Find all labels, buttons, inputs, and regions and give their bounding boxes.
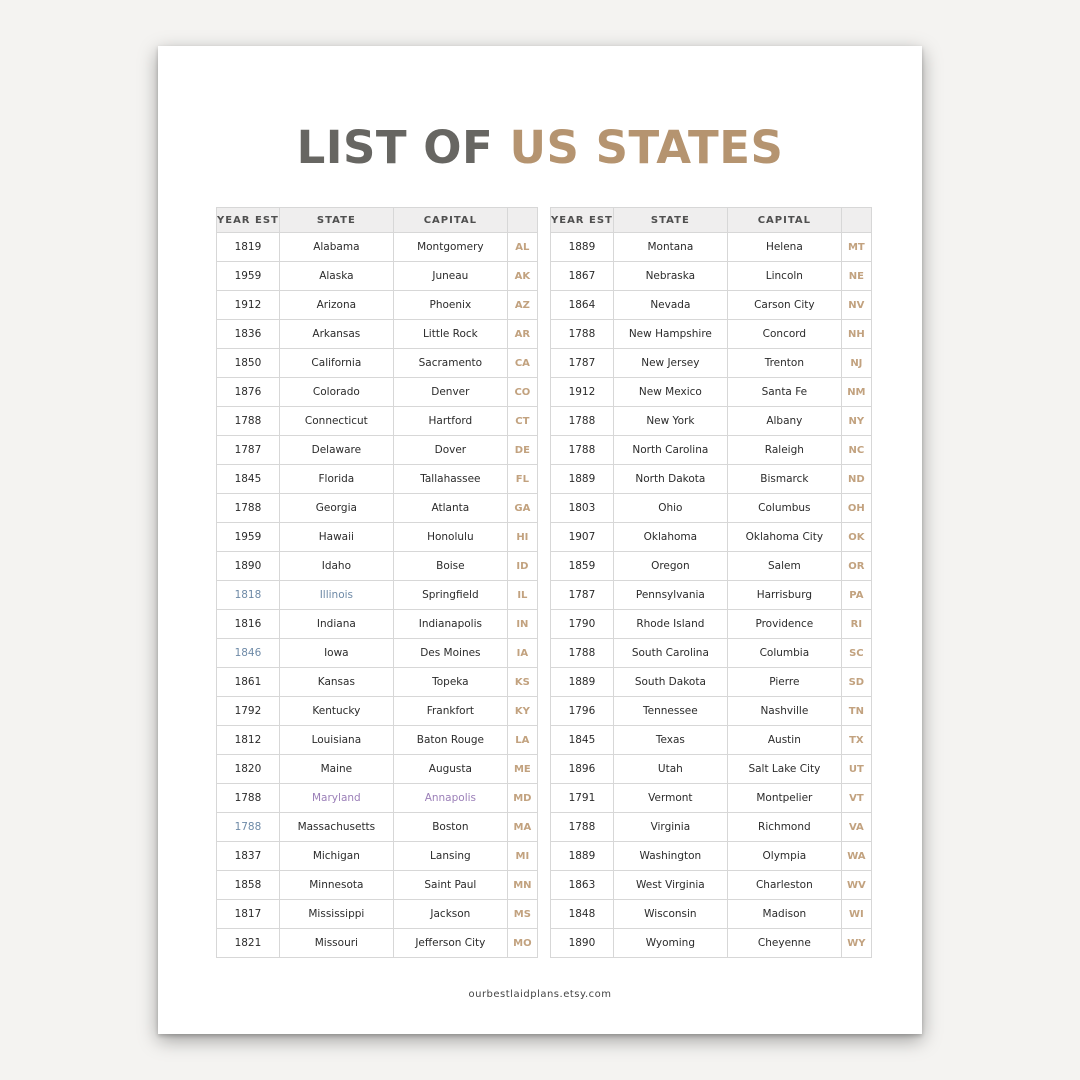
footer-url: ourbestlaidplans.etsy.com: [468, 989, 612, 1000]
state-cell: Louisiana: [279, 726, 393, 755]
abbreviation-cell: AK: [507, 262, 537, 291]
abbreviation-cell: MT: [841, 233, 871, 262]
year-cell: 1859: [551, 552, 614, 581]
abbreviation-cell: SD: [841, 668, 871, 697]
year-cell: 1890: [217, 552, 280, 581]
abbreviation-cell: KS: [507, 668, 537, 697]
year-cell: 1858: [217, 871, 280, 900]
capital-cell: Frankfort: [393, 697, 507, 726]
title-part-2: US STATES: [509, 121, 784, 174]
abbreviation-cell: NY: [841, 407, 871, 436]
year-cell: 1787: [551, 581, 614, 610]
state-cell: North Carolina: [613, 436, 727, 465]
abbreviation-cell: TN: [841, 697, 871, 726]
year-cell: 1861: [217, 668, 280, 697]
abbreviation-cell: IL: [507, 581, 537, 610]
table-row: [217, 581, 538, 610]
table-row: [217, 407, 538, 436]
state-cell: Tennessee: [613, 697, 727, 726]
capital-cell: Phoenix: [393, 291, 507, 320]
state-cell: New Hampshire: [613, 320, 727, 349]
abbreviation-cell: NV: [841, 291, 871, 320]
state-cell: Alaska: [279, 262, 393, 291]
state-cell: Maine: [279, 755, 393, 784]
year-cell: 1788: [551, 813, 614, 842]
abbreviation-cell: MS: [507, 900, 537, 929]
capital-cell: Denver: [393, 378, 507, 407]
capital-cell: Juneau: [393, 262, 507, 291]
capital-cell: Jackson: [393, 900, 507, 929]
state-cell: Alabama: [279, 233, 393, 262]
table-row: [551, 465, 872, 494]
capital-cell: Raleigh: [727, 436, 841, 465]
table-row: [217, 436, 538, 465]
abbreviation-cell: KY: [507, 697, 537, 726]
year-cell: 1889: [551, 668, 614, 697]
state-cell: South Carolina: [613, 639, 727, 668]
state-cell: Connecticut: [279, 407, 393, 436]
table-row: [217, 320, 538, 349]
year-cell: 1848: [551, 900, 614, 929]
state-cell: Utah: [613, 755, 727, 784]
table-body-right: [551, 233, 872, 958]
table-row: [551, 523, 872, 552]
capital-cell: Cheyenne: [727, 929, 841, 958]
year-cell: 1959: [217, 262, 280, 291]
capital-cell: Trenton: [727, 349, 841, 378]
year-cell: 1792: [217, 697, 280, 726]
capital-cell: Jefferson City: [393, 929, 507, 958]
year-cell: 1889: [551, 842, 614, 871]
abbreviation-cell: IA: [507, 639, 537, 668]
state-cell: Nebraska: [613, 262, 727, 291]
state-cell: Arizona: [279, 291, 393, 320]
table-header-row: [551, 208, 872, 233]
table-row: [551, 233, 872, 262]
header-capital: CAPITAL: [727, 208, 841, 233]
capital-cell: Helena: [727, 233, 841, 262]
table-row: [217, 813, 538, 842]
abbreviation-cell: NE: [841, 262, 871, 291]
abbreviation-cell: CT: [507, 407, 537, 436]
year-cell: 1837: [217, 842, 280, 871]
state-cell: Hawaii: [279, 523, 393, 552]
capital-cell: Madison: [727, 900, 841, 929]
abbreviation-cell: MI: [507, 842, 537, 871]
capital-cell: Augusta: [393, 755, 507, 784]
abbreviation-cell: IN: [507, 610, 537, 639]
state-cell: Michigan: [279, 842, 393, 871]
header-year-est: YEAR EST: [217, 208, 280, 233]
state-cell: North Dakota: [613, 465, 727, 494]
table-row: [551, 494, 872, 523]
abbreviation-cell: AR: [507, 320, 537, 349]
state-cell: Massachusetts: [279, 813, 393, 842]
state-cell: Texas: [613, 726, 727, 755]
state-cell: Arkansas: [279, 320, 393, 349]
table-row: [217, 900, 538, 929]
state-cell: New York: [613, 407, 727, 436]
table-row: [551, 320, 872, 349]
table-row: [551, 755, 872, 784]
header-state: STATE: [279, 208, 393, 233]
year-cell: 1867: [551, 262, 614, 291]
capital-cell: Charleston: [727, 871, 841, 900]
state-cell: Nevada: [613, 291, 727, 320]
capital-cell: Columbia: [727, 639, 841, 668]
table-row: [551, 262, 872, 291]
table-row: [551, 349, 872, 378]
year-cell: 1846: [217, 639, 280, 668]
table-row: [217, 726, 538, 755]
state-cell: Mississippi: [279, 900, 393, 929]
abbreviation-cell: AL: [507, 233, 537, 262]
year-cell: 1836: [217, 320, 280, 349]
year-cell: 1896: [551, 755, 614, 784]
table-body-left: [217, 233, 538, 958]
capital-cell: Pierre: [727, 668, 841, 697]
state-cell: Idaho: [279, 552, 393, 581]
capital-cell: Annapolis: [393, 784, 507, 813]
year-cell: 1818: [217, 581, 280, 610]
title-part-1: LIST OF: [296, 121, 494, 174]
table-row: [217, 871, 538, 900]
abbreviation-cell: UT: [841, 755, 871, 784]
capital-cell: Atlanta: [393, 494, 507, 523]
abbreviation-cell: OK: [841, 523, 871, 552]
capital-cell: Sacramento: [393, 349, 507, 378]
abbreviation-cell: MA: [507, 813, 537, 842]
table-row: [217, 378, 538, 407]
state-cell: Kentucky: [279, 697, 393, 726]
state-cell: Virginia: [613, 813, 727, 842]
state-cell: Georgia: [279, 494, 393, 523]
capital-cell: Des Moines: [393, 639, 507, 668]
page-title: [158, 120, 922, 176]
abbreviation-cell: PA: [841, 581, 871, 610]
abbreviation-cell: FL: [507, 465, 537, 494]
year-cell: 1816: [217, 610, 280, 639]
year-cell: 1787: [551, 349, 614, 378]
abbreviation-cell: MN: [507, 871, 537, 900]
state-cell: Washington: [613, 842, 727, 871]
abbreviation-cell: WI: [841, 900, 871, 929]
abbreviation-cell: NM: [841, 378, 871, 407]
table-row: [217, 291, 538, 320]
abbreviation-cell: SC: [841, 639, 871, 668]
capital-cell: Olympia: [727, 842, 841, 871]
year-cell: 1788: [217, 494, 280, 523]
capital-cell: Salt Lake City: [727, 755, 841, 784]
abbreviation-cell: RI: [841, 610, 871, 639]
abbreviation-cell: VT: [841, 784, 871, 813]
capital-cell: Springfield: [393, 581, 507, 610]
state-cell: New Mexico: [613, 378, 727, 407]
abbreviation-cell: DE: [507, 436, 537, 465]
year-cell: 1863: [551, 871, 614, 900]
table-row: [551, 581, 872, 610]
capital-cell: Honolulu: [393, 523, 507, 552]
capital-cell: Bismarck: [727, 465, 841, 494]
capital-cell: Indianapolis: [393, 610, 507, 639]
capital-cell: Topeka: [393, 668, 507, 697]
table-row: [551, 813, 872, 842]
abbreviation-cell: AZ: [507, 291, 537, 320]
state-cell: Missouri: [279, 929, 393, 958]
capital-cell: Dover: [393, 436, 507, 465]
capital-cell: Richmond: [727, 813, 841, 842]
state-cell: Indiana: [279, 610, 393, 639]
state-cell: Delaware: [279, 436, 393, 465]
capital-cell: Lansing: [393, 842, 507, 871]
states-table-right: [550, 207, 872, 958]
capital-cell: Little Rock: [393, 320, 507, 349]
year-cell: 1812: [217, 726, 280, 755]
abbreviation-cell: ND: [841, 465, 871, 494]
table-row: [551, 929, 872, 958]
year-cell: 1912: [551, 378, 614, 407]
table-row: [551, 610, 872, 639]
table-row: [551, 436, 872, 465]
abbreviation-cell: WY: [841, 929, 871, 958]
state-cell: Wisconsin: [613, 900, 727, 929]
table-row: [217, 842, 538, 871]
year-cell: 1788: [217, 784, 280, 813]
table-row: [551, 378, 872, 407]
table-row: [551, 668, 872, 697]
year-cell: 1787: [217, 436, 280, 465]
state-cell: California: [279, 349, 393, 378]
abbreviation-cell: LA: [507, 726, 537, 755]
state-cell: Florida: [279, 465, 393, 494]
table-row: [217, 465, 538, 494]
capital-cell: Lincoln: [727, 262, 841, 291]
capital-cell: Oklahoma City: [727, 523, 841, 552]
table-row: [217, 233, 538, 262]
abbreviation-cell: TX: [841, 726, 871, 755]
state-cell: Oregon: [613, 552, 727, 581]
capital-cell: Boston: [393, 813, 507, 842]
state-cell: Maryland: [279, 784, 393, 813]
header-abbreviation: [507, 208, 537, 233]
table-row: [551, 407, 872, 436]
state-cell: Minnesota: [279, 871, 393, 900]
state-cell: Rhode Island: [613, 610, 727, 639]
abbreviation-cell: VA: [841, 813, 871, 842]
abbreviation-cell: ID: [507, 552, 537, 581]
year-cell: 1790: [551, 610, 614, 639]
header-capital: CAPITAL: [393, 208, 507, 233]
capital-cell: Salem: [727, 552, 841, 581]
table-row: [551, 697, 872, 726]
abbreviation-cell: HI: [507, 523, 537, 552]
capital-cell: Austin: [727, 726, 841, 755]
table-row: [551, 552, 872, 581]
abbreviation-cell: OH: [841, 494, 871, 523]
year-cell: 1845: [217, 465, 280, 494]
abbreviation-cell: NH: [841, 320, 871, 349]
capital-cell: Montgomery: [393, 233, 507, 262]
capital-cell: Harrisburg: [727, 581, 841, 610]
abbreviation-cell: OR: [841, 552, 871, 581]
table-row: [551, 726, 872, 755]
table-row: [217, 697, 538, 726]
table-row: [217, 610, 538, 639]
year-cell: 1788: [217, 813, 280, 842]
capital-cell: Tallahassee: [393, 465, 507, 494]
state-cell: Wyoming: [613, 929, 727, 958]
table-row: [217, 929, 538, 958]
year-cell: 1959: [217, 523, 280, 552]
capital-cell: Providence: [727, 610, 841, 639]
year-cell: 1788: [551, 320, 614, 349]
table-header-row: [217, 208, 538, 233]
table-row: [217, 668, 538, 697]
state-cell: West Virginia: [613, 871, 727, 900]
year-cell: 1889: [551, 465, 614, 494]
capital-cell: Carson City: [727, 291, 841, 320]
capital-cell: Boise: [393, 552, 507, 581]
year-cell: 1820: [217, 755, 280, 784]
year-cell: 1788: [551, 639, 614, 668]
state-cell: Pennsylvania: [613, 581, 727, 610]
state-cell: Oklahoma: [613, 523, 727, 552]
year-cell: 1817: [217, 900, 280, 929]
capital-cell: Santa Fe: [727, 378, 841, 407]
table-row: [217, 755, 538, 784]
year-cell: 1803: [551, 494, 614, 523]
abbreviation-cell: MD: [507, 784, 537, 813]
year-cell: 1821: [217, 929, 280, 958]
year-cell: 1850: [217, 349, 280, 378]
state-cell: Kansas: [279, 668, 393, 697]
table-row: [217, 639, 538, 668]
header-state: STATE: [613, 208, 727, 233]
abbreviation-cell: NJ: [841, 349, 871, 378]
year-cell: 1788: [551, 407, 614, 436]
capital-cell: Montpelier: [727, 784, 841, 813]
table-row: [551, 842, 872, 871]
abbreviation-cell: NC: [841, 436, 871, 465]
abbreviation-cell: WV: [841, 871, 871, 900]
capital-cell: Baton Rouge: [393, 726, 507, 755]
table-row: [551, 639, 872, 668]
abbreviation-cell: GA: [507, 494, 537, 523]
year-cell: 1889: [551, 233, 614, 262]
year-cell: 1819: [217, 233, 280, 262]
header-year-est: YEAR EST: [551, 208, 614, 233]
table-row: [217, 784, 538, 813]
year-cell: 1890: [551, 929, 614, 958]
document-page: [158, 46, 922, 1034]
abbreviation-cell: WA: [841, 842, 871, 871]
table-row: [217, 262, 538, 291]
year-cell: 1845: [551, 726, 614, 755]
table-row: [551, 871, 872, 900]
state-cell: Ohio: [613, 494, 727, 523]
capital-cell: Columbus: [727, 494, 841, 523]
capital-cell: Saint Paul: [393, 871, 507, 900]
table-row: [217, 349, 538, 378]
abbreviation-cell: CA: [507, 349, 537, 378]
state-cell: New Jersey: [613, 349, 727, 378]
table-row: [217, 523, 538, 552]
capital-cell: Hartford: [393, 407, 507, 436]
table-row: [551, 784, 872, 813]
state-cell: Vermont: [613, 784, 727, 813]
year-cell: 1788: [217, 407, 280, 436]
header-abbreviation: [841, 208, 871, 233]
year-cell: 1788: [551, 436, 614, 465]
state-cell: Montana: [613, 233, 727, 262]
year-cell: 1912: [217, 291, 280, 320]
capital-cell: Concord: [727, 320, 841, 349]
year-cell: 1796: [551, 697, 614, 726]
year-cell: 1907: [551, 523, 614, 552]
capital-cell: Nashville: [727, 697, 841, 726]
abbreviation-cell: MO: [507, 929, 537, 958]
state-cell: Illinois: [279, 581, 393, 610]
abbreviation-cell: ME: [507, 755, 537, 784]
abbreviation-cell: CO: [507, 378, 537, 407]
table-row: [217, 552, 538, 581]
year-cell: 1876: [217, 378, 280, 407]
table-row: [217, 494, 538, 523]
table-row: [551, 900, 872, 929]
capital-cell: Albany: [727, 407, 841, 436]
state-cell: Iowa: [279, 639, 393, 668]
states-table-left: [216, 207, 538, 958]
table-row: [551, 291, 872, 320]
year-cell: 1791: [551, 784, 614, 813]
year-cell: 1864: [551, 291, 614, 320]
state-cell: South Dakota: [613, 668, 727, 697]
state-cell: Colorado: [279, 378, 393, 407]
